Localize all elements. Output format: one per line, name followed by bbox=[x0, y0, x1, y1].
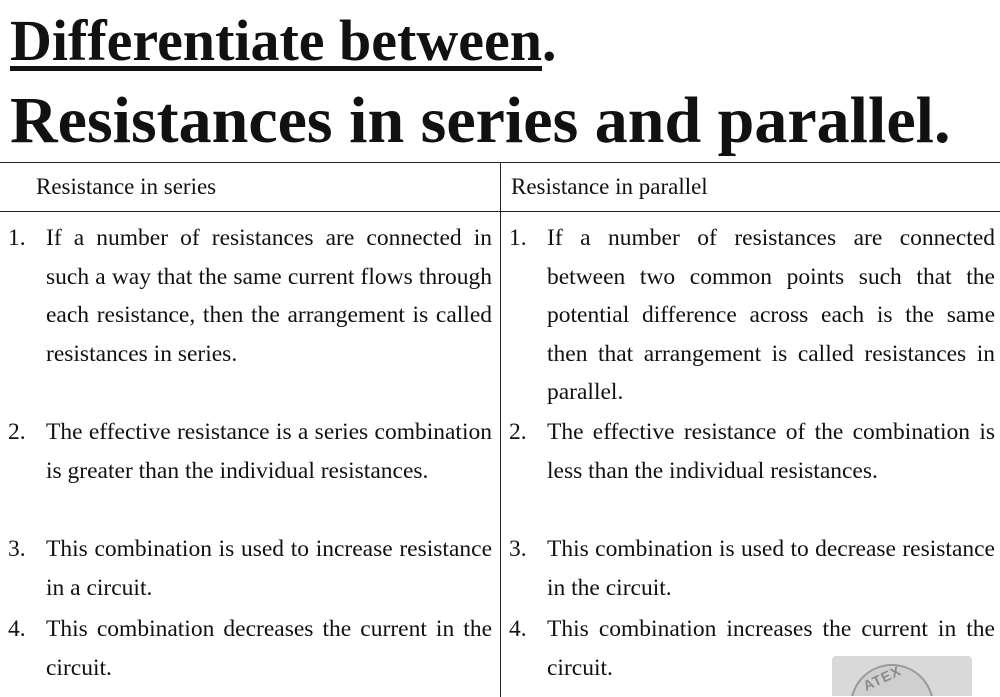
heading-line-1 bbox=[10, 0, 557, 82]
item-text: This combination is used to decrease resistance in the circuit. bbox=[547, 536, 995, 601]
item-text: The effective resistance is a series combination is greater than the individual resistances. bbox=[46, 419, 492, 484]
item-text: This combination increases the current in the circuit. bbox=[547, 616, 995, 681]
series-header: Resistance in series bbox=[36, 174, 217, 199]
parallel-item bbox=[509, 530, 995, 607]
series-item bbox=[8, 413, 492, 490]
item-text: This combination is used to increase resistance in a circuit. bbox=[46, 536, 492, 601]
item-text: This combination decreases the current in the circuit. bbox=[46, 616, 492, 681]
parallel-column bbox=[500, 163, 1000, 697]
parallel-item bbox=[509, 413, 995, 490]
series-column bbox=[0, 163, 500, 697]
item-number: 2. bbox=[509, 419, 527, 445]
parallel-header: Resistance in parallel bbox=[511, 174, 708, 199]
watermark-stamp bbox=[832, 656, 972, 696]
item-text: If a number of resistances are connected between two common points such that the potential difference across each is the same then that arrangement is called resistances in parallel. bbox=[547, 225, 995, 405]
series-header-cell bbox=[0, 163, 500, 212]
item-number: 3. bbox=[509, 536, 527, 562]
heading-line-2: Resistances in series and parallel. bbox=[10, 84, 951, 157]
parallel-item bbox=[509, 219, 995, 412]
item-text: If a number of resistances are connected in such a way that the same current flows through each resistance, then the arrangement is called resistances in series. bbox=[46, 225, 492, 367]
item-number: 4. bbox=[8, 616, 26, 642]
comparison-table bbox=[0, 162, 1000, 697]
item-number: 2. bbox=[8, 419, 26, 445]
item-number: 1. bbox=[509, 225, 527, 251]
heading-period: . bbox=[542, 8, 557, 73]
series-item bbox=[8, 610, 492, 687]
item-number: 1. bbox=[8, 225, 26, 251]
item-number: 3. bbox=[8, 536, 26, 562]
item-text: The effective resistance of the combination is less than the individual resistances. bbox=[547, 419, 995, 484]
stamp-text: ATEX bbox=[860, 662, 904, 694]
parallel-header-cell bbox=[501, 163, 1000, 212]
heading-underlined-text: Differentiate between bbox=[10, 8, 542, 73]
series-item bbox=[8, 219, 492, 373]
item-number: 4. bbox=[509, 616, 527, 642]
series-item bbox=[8, 530, 492, 607]
